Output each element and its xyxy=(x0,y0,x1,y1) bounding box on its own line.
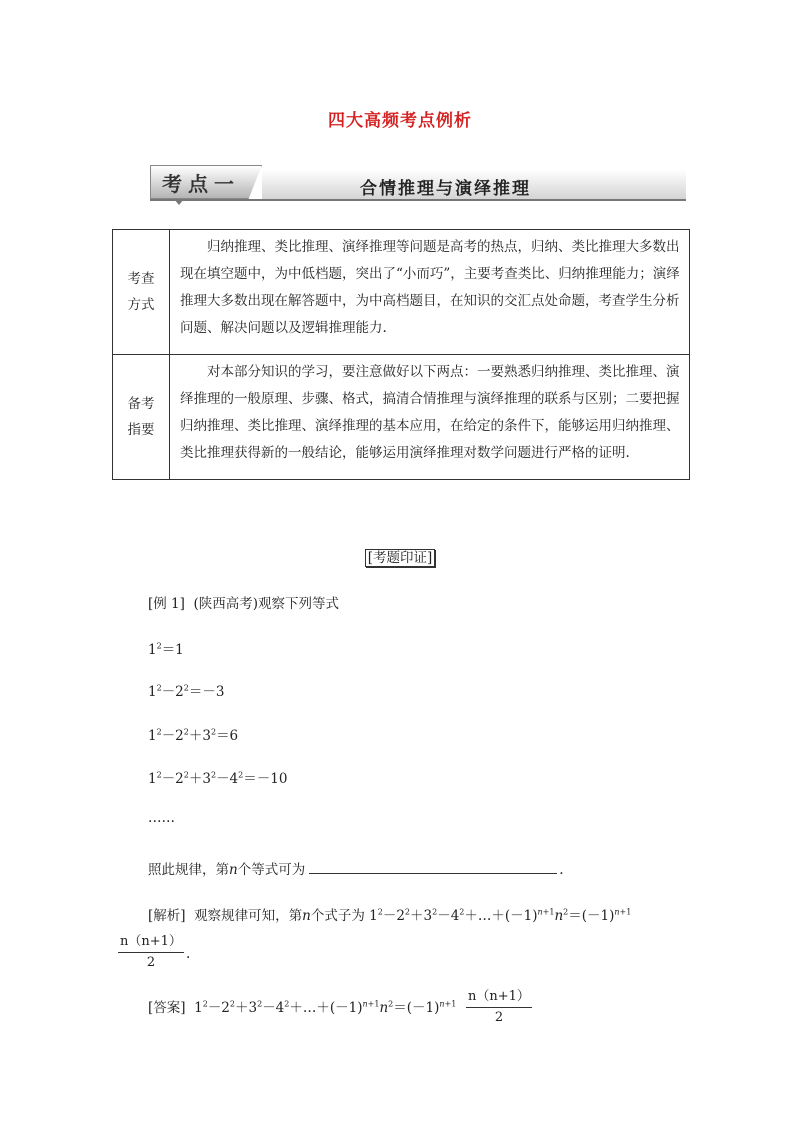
table-row xyxy=(113,230,690,355)
row-label xyxy=(113,355,170,480)
banner-pointer xyxy=(174,199,184,205)
example-label: [例 1] xyxy=(148,596,185,612)
analysis-end: . xyxy=(186,946,191,962)
row-label xyxy=(113,230,170,355)
row-content: 归纳推理、类比推理、演绎推理等问题是高考的热点，归纳、类比推理大多数出现在填空题中，为中低档题，突出了“小而巧”，主要考查类比、归纳推理能力；演绎推理大多数出现在解答题中，为中高档题目，在知识的交汇点处命题，考查学生分析问题、解决问题以及逻辑推理能力. xyxy=(170,230,690,355)
ellipsis: …… xyxy=(148,810,175,826)
table-row xyxy=(113,355,690,480)
question-prompt: 照此规律，第n个等式可为 . xyxy=(148,858,564,878)
banner-topic: 合情推理与演绎推理 xyxy=(360,179,531,199)
row-label-line: 方式 xyxy=(127,297,155,313)
equation-2: $1^2-2^2=-3$ xyxy=(148,683,225,700)
example-intro xyxy=(148,592,339,612)
answer-label: [答案] xyxy=(148,1000,186,1016)
answer-blank[interactable] xyxy=(309,859,557,874)
analysis-label: [解析] xyxy=(148,908,186,924)
analysis-fraction: $\frac{n(n+1)}{2}$ xyxy=(120,934,182,970)
row-label-line: 指要 xyxy=(127,422,155,438)
answer-fraction: $\frac{n(n+1)}{2}$ xyxy=(468,989,530,1025)
banner-underline xyxy=(150,199,686,201)
topic-banner xyxy=(150,165,686,203)
info-table xyxy=(112,229,690,480)
row-label-line: 考查 xyxy=(127,271,155,287)
equation-3: $1^2-2^2+3^2=6$ xyxy=(148,727,239,744)
equation-1: $1^2=1$ xyxy=(148,641,184,658)
equation-4: $1^2-2^2+3^2-4^2=-10$ xyxy=(148,770,288,787)
row-label-line: 备考 xyxy=(127,396,155,412)
section-heading: [考题印证] xyxy=(0,546,800,566)
example-source: (陕西高考)观察下列等式 xyxy=(193,596,340,612)
answer-line: [答案] $1^2-2^2+3^2-4^2+\dots+(-1)^{n+1}n^2=(-1)^{n+1}$ xyxy=(148,999,457,1016)
analysis-line: [解析] 观察规律可知，第n个式子为 $1^2-2^2+3^2-4^2+\dots+(-1)^{n+1}n^2=(-1)^{n+1}$ xyxy=(148,907,632,924)
banner-label: 考点一 xyxy=(162,172,240,196)
row-content: 对本部分知识的学习，要注意做好以下两点：一要熟悉归纳推理、类比推理、演绎推理的一般原理、步骤、格式，搞清合情推理与演绎推理的联系与区别；二要把握归纳推理、类比推理、演绎推理的基本应用，在给定的条件下，能够运用归纳推理、类比推理获得新的一般结论，能够运用演绎推理对数学问题进行严格的证明. xyxy=(170,355,690,480)
page-title: 四大高频考点例析 xyxy=(328,111,472,131)
